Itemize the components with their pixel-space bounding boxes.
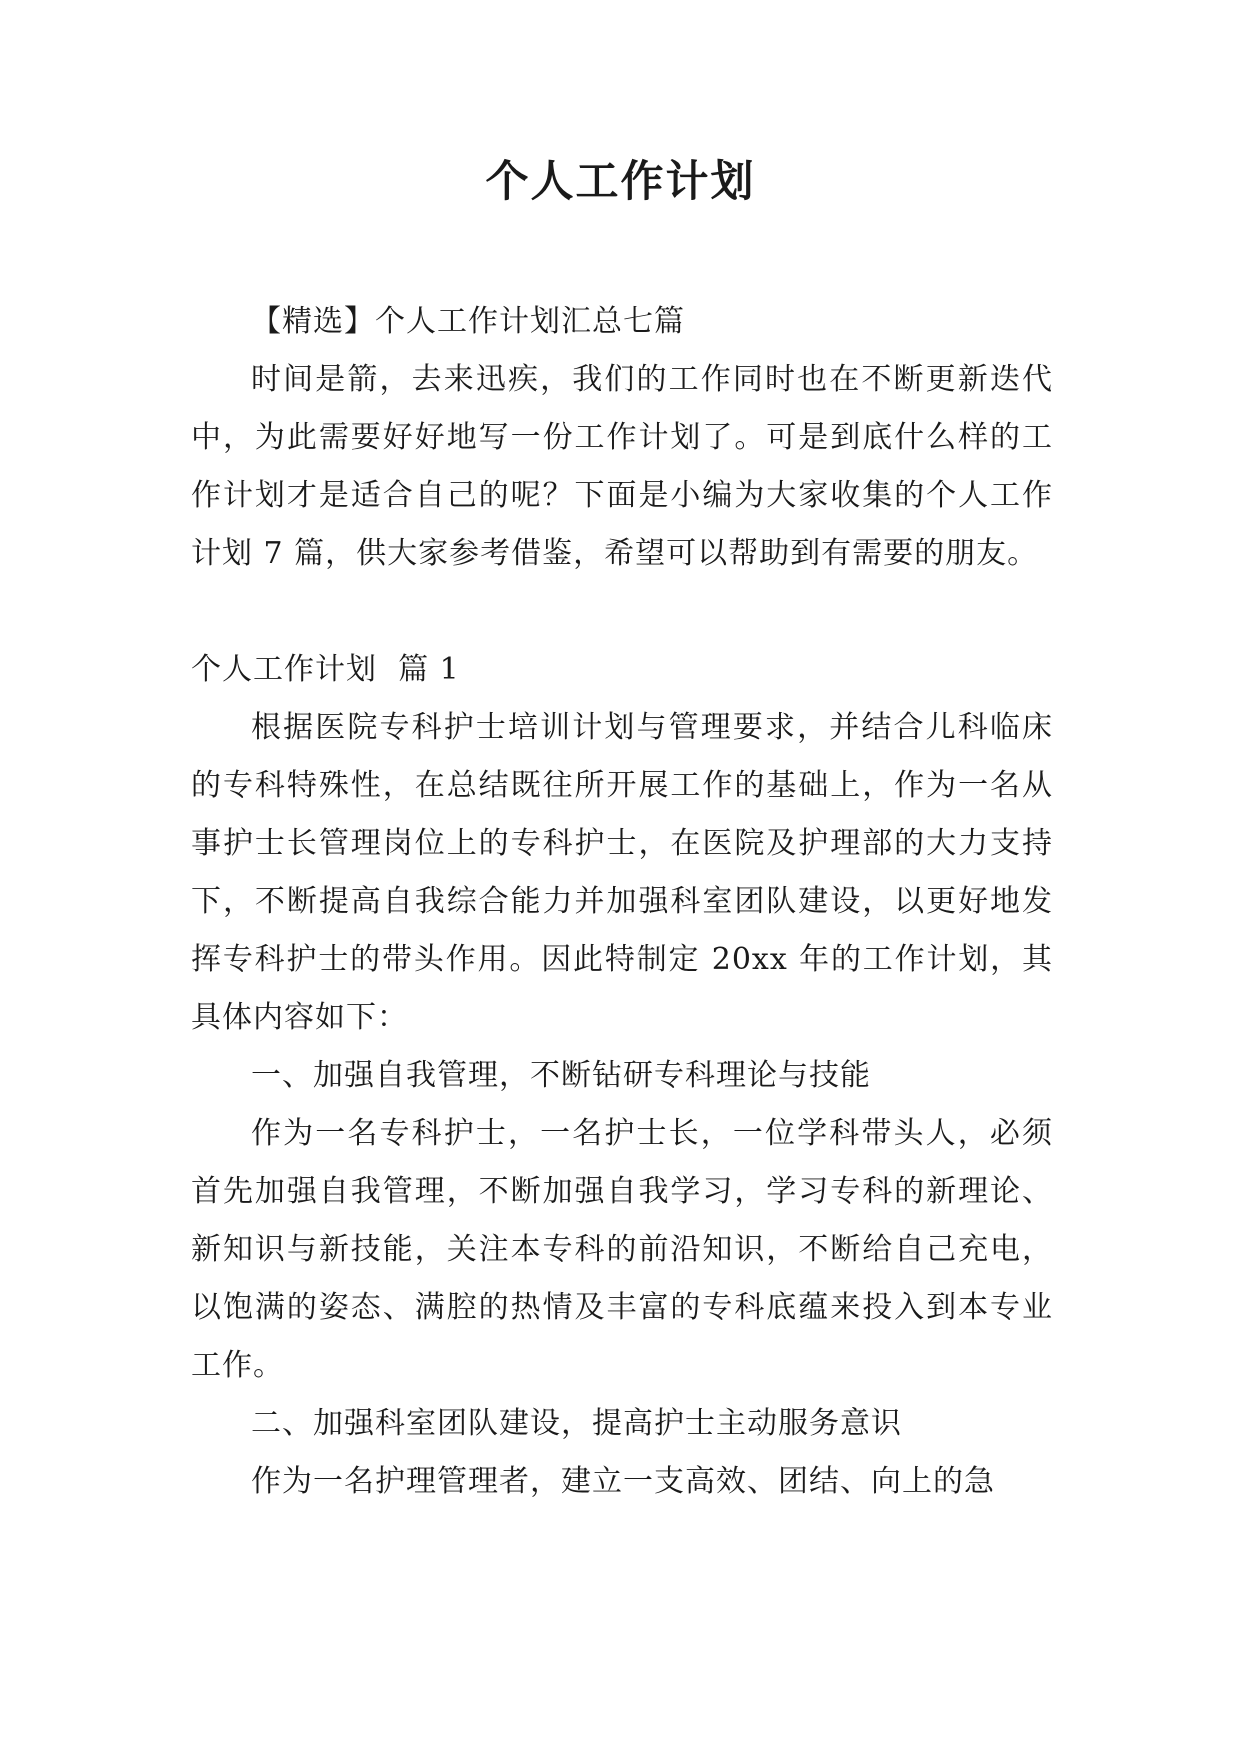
document-body: [191, 293, 1053, 1511]
document-subtitle: 【精选】个人工作计划汇总七篇: [251, 304, 685, 339]
section-heading: 个人工作计划 篇 1: [191, 652, 460, 687]
item-paragraph-1: 作为一名专科护士，一名护士长，一位学科带头人，必须首先加强自我管理，不断加强自我学习，学习专科的新理论、新知识与新技能，关注本专科的前沿知识，不断给自己充电，以饱满的姿态、满腔的热情及丰富的专科底蕴来投入到本专业工作。: [191, 1116, 1053, 1383]
intro-paragraph: 时间是箭，去来迅疾，我们的工作同时也在不断更新迭代中，为此需要好好地写一份工作计划了。可是到底什么样的工作计划才是适合自己的呢？下面是小编为大家收集的个人工作计划 7 篇，供大家参考借鉴，希望可以帮助到有需要的朋友。: [191, 362, 1053, 571]
item-heading-1: 一、加强自我管理，不断钻研专科理论与技能: [251, 1058, 871, 1093]
document-title: 个人工作计划: [485, 157, 756, 207]
item-paragraph-2: 作为一名护理管理者，建立一支高效、团结、向上的急: [251, 1464, 995, 1499]
item-heading-2: 二、加强科室团队建设，提高护士主动服务意识: [251, 1406, 902, 1441]
section-paragraph: 根据医院专科护士培训计划与管理要求，并结合儿科临床的专科特殊性，在总结既往所开展工作的基础上，作为一名从事护士长管理岗位上的专科护士，在医院及护理部的大力支持下，不断提高自我综合能力并加强科室团队建设，以更好地发挥专科护士的带头作用。因此特制定 20xx 年的工作计划，其具体内容如下：: [191, 710, 1053, 1035]
